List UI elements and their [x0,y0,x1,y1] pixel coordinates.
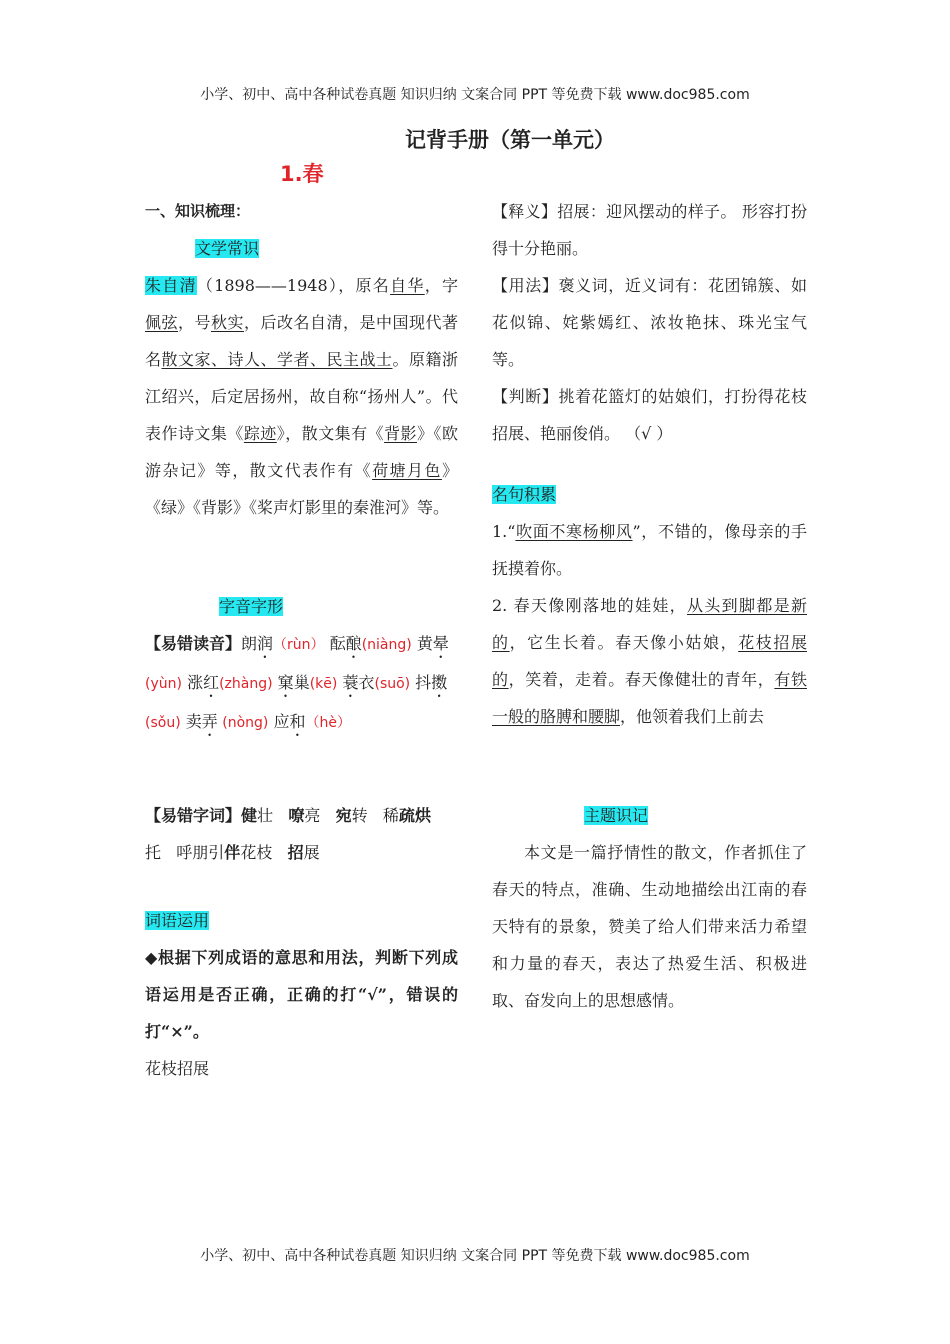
wrong-char-item [224,843,240,862]
pronunciation-target-char: 红 [203,673,220,692]
pronunciation-item [358,673,415,692]
pinyin: (zhàng) [219,676,273,692]
pronunciation-target-char: 晕 [432,634,449,653]
wrong-char-item [240,843,287,862]
pronunciation-char: 抖 [415,673,432,692]
wrong-char-normal: 转 [351,806,368,825]
lit-underline: 佩弦 [145,313,178,332]
quote-1 [492,513,807,587]
pinyin: (nòng) [217,715,269,731]
wrong-char-normal: 壮 [257,806,274,825]
wrong-char-item [288,806,335,825]
pronunciation-item [278,673,294,692]
pronunciation-target-char: 和 [289,712,306,731]
lit-text: ，号 [178,313,211,332]
wrong-char-item [383,806,399,825]
lit-underline: 踪迹 [243,424,277,443]
wrong-char-bold: 宛 [335,806,352,825]
quote-underline: 花枝招展的 [492,633,807,689]
pronunciation-item [330,634,417,653]
lesson-title: 1.春 [280,162,324,186]
lit-text: ，字 [424,276,458,295]
pinyin: (niàng) [361,637,412,653]
lit-underline: 自华 [390,276,425,295]
meaning-text: 招展：迎风摆动的样子。 形容打扮得十分艳丽。 [492,202,807,258]
judge-label: 【判断】 [492,387,559,406]
section-phonetics [145,588,458,742]
pronunciation-item [273,712,351,731]
pronunciation-item [294,673,343,692]
pronunciation-char: 黄 [416,634,433,653]
pronunciation-char: 卖 [185,712,202,731]
lit-underline: 背影 [384,424,418,443]
phonetics-heading: 字音字形 [219,597,284,616]
pronunciation-char: 衣 [358,673,375,692]
quote-underline: 吹面不寒杨柳风 [515,522,633,541]
section-theme [492,797,807,1019]
lit-underline: 散文家、诗人、学者、民主战士 [161,350,393,369]
lit-text: 。原籍浙江绍兴，后定居扬州，故自称“扬州人”。代表作诗文集《 [145,350,458,443]
section-wrong-chars [145,797,458,871]
lit-text: （1898——1948），原名 [196,276,391,295]
judge-paragraph [492,378,807,452]
quote-text: ”，不错的，像母亲的手抚摸着你。 [492,522,807,578]
pronunciation-item [241,634,330,653]
section-quotes [492,476,807,735]
wrong-chars-paragraph [145,797,458,871]
section-one-heading: 一、知识梳理： [145,202,251,220]
pronunciation-target-char: 酿 [345,634,362,653]
literature-heading-row [145,230,458,267]
literature-heading: 文学常识 [195,239,260,258]
section-usage [145,902,458,1087]
pronunciation-char: 涨 [187,673,204,692]
quote-underline: 有铁一般的胳膊和腰脚 [492,670,807,726]
phonetics-heading-row [145,588,458,625]
wrong-char-bold: 烘 [414,806,431,825]
usage-idiom: 花枝招展 [145,1059,210,1078]
pronunciation-target-char: 窠 [277,673,294,692]
lit-text: 》《欧游杂记》等，散文代表作有《 [145,424,458,480]
quotes-heading-row [492,476,807,513]
wrong-char-item [336,806,383,825]
theme-heading-row [492,797,807,834]
wrong-char-normal: 托 [145,843,162,862]
wrong-char-normal: 稀 [382,806,399,825]
section-idiom-detail [492,193,807,452]
quotes-heading: 名句积累 [492,485,557,504]
wrong-char-bold: 健 [241,806,258,825]
wrong-char-item [241,806,288,825]
wrong-char-item [176,843,224,862]
pronunciation-item [342,673,358,692]
pinyin: （hè） [305,715,351,731]
pronunciation-target-char: 擞 [431,673,448,692]
quote-text: 2. 春天像刚落地的娃娃， [492,596,687,615]
theme-heading: 主题识记 [584,806,649,825]
wrong-char-item [399,806,415,825]
lit-text: 》，散文集有《 [276,424,385,443]
pinyin: (kē) [309,676,338,692]
wrong-char-normal: 呼朋引 [176,843,225,862]
page-title: 记背手册（第一单元） [405,127,615,152]
pinyin: (suō) [374,676,411,692]
theme-paragraph: 本文是一篇抒情性的散文，作者抓住了春天的特点，准确、生动地描绘出江南的春天特有的景象，赞美了给人们带来活力希望和力量的春天，表达了热爱生活、积极进取、奋发向上的思想感情。 [492,843,807,1010]
wrong-char-normal: 亮 [304,806,321,825]
pronunciation-char: 巢 [293,673,310,692]
lit-text: ，后改名自清，是中国现代著名 [145,313,458,369]
pronunciation-char: 应 [273,712,290,731]
quote-text: ，笑着，走着。春天像健壮的青年， [508,670,775,689]
usage-detail-text: 褒义词，近义词有：花团锦簇、如花似锦、姹紫嫣红、浓妆艳抹、珠光宝气等。 [492,276,807,369]
phonetics-label: 【易错读音】 [145,634,242,653]
quote-text: 1.“ [492,522,516,541]
pronunciation-char: 朗 [241,634,258,653]
phonetics-paragraph [145,625,458,742]
usage-instruction: ◆根据下列成语的意思和用法，判断下列成语运用是否正确，正确的打“√”，错误的打“×”。 [145,948,458,1041]
quote-text: ，他领着我们上前去 [620,707,765,726]
meaning-paragraph [492,193,807,267]
wrong-char-bold: 疏 [398,806,415,825]
usage-detail-label: 【用法】 [492,276,559,295]
lit-underline: 荷塘月色 [372,461,442,480]
wrong-char-bold: 伴 [224,843,241,862]
pronunciation-char: 酝 [329,634,346,653]
literature-paragraph [145,267,458,526]
quote-underline: 从头到脚都是新的 [492,596,807,652]
lit-text: 》《绿》《背影》《桨声灯影里的秦淮河》等。 [145,461,458,517]
meaning-label: 【释义】 [492,202,558,221]
wrong-char-bold: 嘹 [288,806,305,825]
pronunciation-target-char: 弄 [201,712,218,731]
pinyin: (yùn) [145,676,182,692]
lit-underline: 秋实 [211,313,244,332]
pronunciation-item [187,673,278,692]
page-footer: 小学、初中、高中各种试卷真题 知识归纳 文案合同 PPT 等免费下载 www.doc985.com [200,1248,750,1264]
page-header: 小学、初中、高中各种试卷真题 知识归纳 文案合同 PPT 等免费下载 www.doc985.com [200,87,750,103]
section-knowledge [145,193,458,526]
quote-2 [492,587,807,735]
quote-text: ，它生长着。春天像小姑娘， [509,633,739,652]
wrong-char-item [288,843,320,862]
pronunciation-target-char: 蓑 [342,673,359,692]
wrong-chars-label: 【易错字词】 [145,806,242,825]
pinyin: （rùn） [273,637,325,653]
author-name: 朱自清 [145,276,197,295]
usage-detail-paragraph [492,267,807,378]
pinyin: (sǒu) [145,715,181,731]
usage-heading-row [145,902,458,939]
wrong-char-normal: 花枝 [240,843,273,862]
wrong-char-bold: 招 [287,843,304,862]
usage-heading: 词语运用 [145,911,210,930]
pronunciation-target-char: 润 [257,634,274,653]
wrong-char-normal: 展 [303,843,320,862]
judge-text: 挑着花篮灯的姑娘们，打扮得花枝招展、艳丽俊俏。 （√ ） [492,387,807,443]
pronunciation-item [186,712,274,731]
